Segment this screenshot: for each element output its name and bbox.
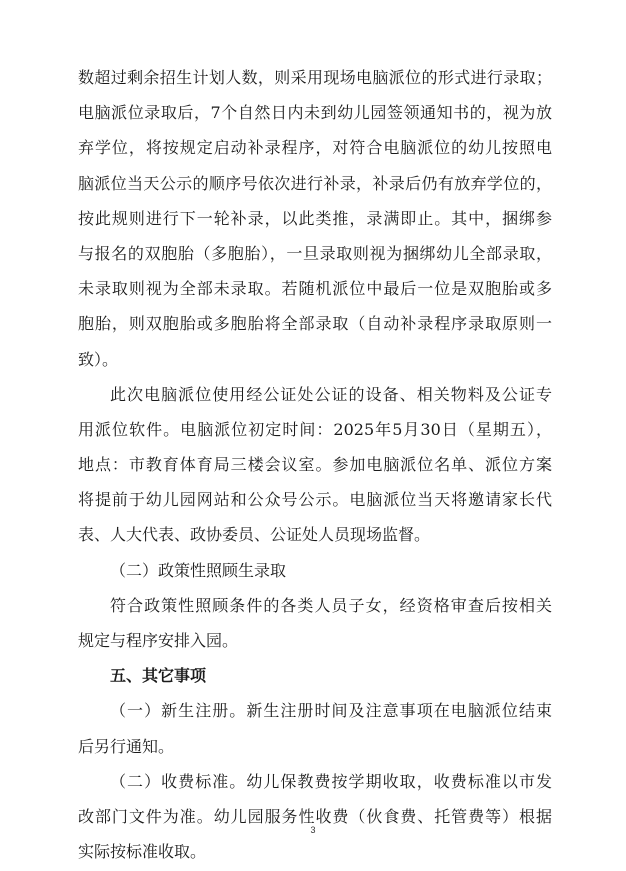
text-line: 胞胎，则双胞胎或多胞胎将全部录取（自动补录程序录取原则一 bbox=[78, 314, 552, 334]
text-line: （二）政策性照顾生录取 bbox=[110, 560, 287, 580]
text-line: 数超过剩余招生计划人数，则采用现场电脑派位的形式进行录取； bbox=[78, 68, 552, 87]
text-line: 电脑派位录取后，7个自然日内未到幼儿园签领通知书的，视为放 bbox=[78, 103, 552, 123]
text-line: 与报名的双胞胎（多胞胎），一旦录取则视为捆绑幼儿全部录取， bbox=[78, 243, 552, 263]
text-line: 按此规则进行下一轮补录，以此类推，录满即止。其中，捆绑参 bbox=[78, 208, 552, 228]
document-body bbox=[78, 60, 552, 869]
text-line: 脑派位当天公示的顺序号依次进行补录，补录后仍有放弃学位的， bbox=[78, 173, 552, 193]
text-line: 实际按标准收取。 bbox=[78, 842, 207, 862]
text-line: 表、人大代表、政协委员、公证处人员现场监督。 bbox=[78, 525, 431, 545]
text-line: （一）新生注册。新生注册时间及注意事项在电脑派位结束 bbox=[110, 701, 552, 721]
text-line: 致）。 bbox=[78, 349, 119, 369]
text-line: 弃学位，将按规定启动补录程序，对符合电脑派位的幼儿按照电 bbox=[78, 138, 552, 158]
text-line: 后另行通知。 bbox=[78, 736, 175, 756]
text-line: 改部门文件为准。幼儿园服务性收费（伙食费、托管费等）根据 bbox=[78, 806, 552, 826]
text-line: 规定与程序安排入园。 bbox=[78, 631, 239, 650]
text-line: 用派位软件。电脑派位初定时间：2025年5月30日（星期五）， bbox=[78, 419, 552, 439]
text-line: 此次电脑派位使用经公证处公证的设备、相关物料及公证专 bbox=[110, 384, 552, 404]
text-line: 符合政策性照顾条件的各类人员子女，经资格审查后按相关 bbox=[110, 595, 552, 615]
section-heading: 五、其它事项 bbox=[110, 666, 207, 686]
text-line: 将提前于幼儿园网站和公众号公示。电脑派位当天将邀请家长代 bbox=[78, 490, 552, 510]
page-number: 3 bbox=[310, 825, 316, 835]
text-line: 未录取则视为全部未录取。若随机派位中最后一位是双胞胎或多 bbox=[78, 279, 552, 299]
text-line: 地点：市教育体育局三楼会议室。参加电脑派位名单、派位方案 bbox=[78, 455, 552, 475]
text-line: （二）收费标准。幼儿保教费按学期收取，收费标准以市发 bbox=[110, 771, 552, 791]
